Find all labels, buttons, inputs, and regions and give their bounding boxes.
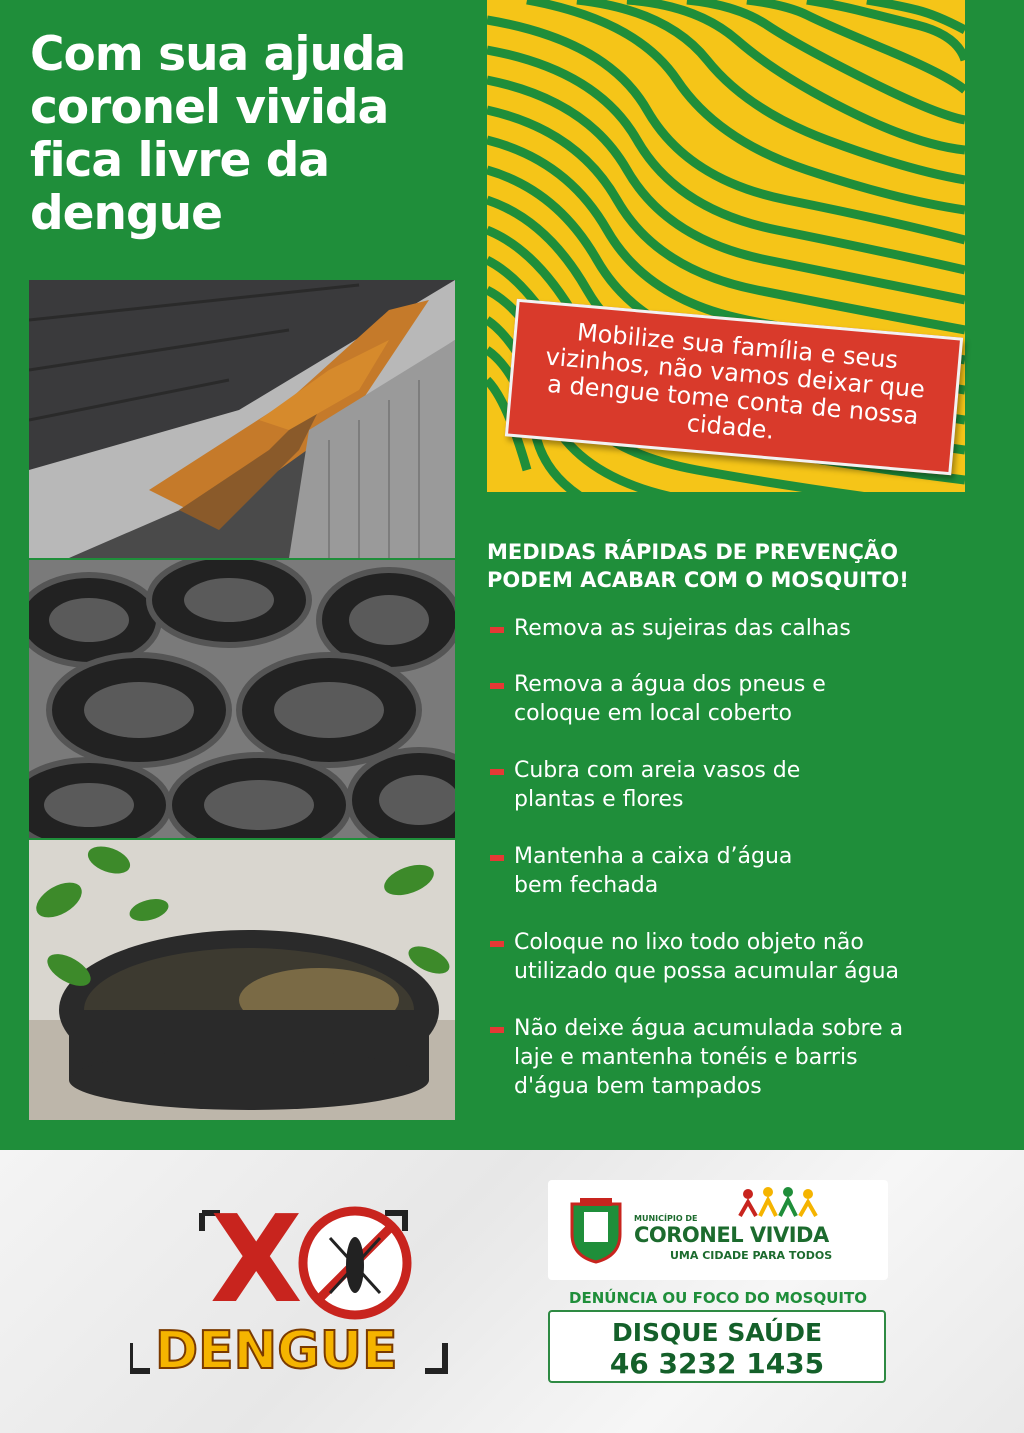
tires-photo	[29, 560, 455, 838]
list-item: Coloque no lixo todo objeto não utilizado que possa acumular água	[488, 928, 1018, 986]
bullet-icon	[490, 855, 504, 861]
municipality-name: CORONEL VIVIDA	[634, 1223, 829, 1247]
prevention-title: MEDIDAS RÁPIDAS DE PREVENÇÃO PODEM ACABAR COM O MOSQUITO!	[487, 540, 909, 592]
hotline-box	[548, 1310, 886, 1383]
people-icon	[738, 1186, 818, 1218]
bullet-icon	[490, 683, 504, 689]
x-dengue-logo	[130, 1183, 470, 1383]
bullet-icon	[490, 627, 504, 633]
plant-saucer-photo	[29, 840, 455, 1120]
bullet-icon	[490, 769, 504, 775]
coat-of-arms-icon	[566, 1198, 626, 1264]
report-label: DENÚNCIA OU FOCO DO MOSQUITO	[569, 1289, 867, 1307]
list-item: Remova a água dos pneus e coloque em local coberto	[488, 670, 1018, 728]
dengue-word: DENGUE	[155, 1321, 398, 1381]
callout-banner: Mobilize sua família e seus vizinhos, não vamos deixar que a dengue tome conta de nossa cidade.	[505, 299, 963, 476]
list-item: Mantenha a caixa d’água bem fechada	[488, 842, 1018, 900]
bullet-icon	[490, 941, 504, 947]
x-letter: X	[210, 1191, 303, 1330]
list-item: Não deixe água acumulada sobre a laje e mantenha tonéis e barris d'água bem tampados	[488, 1014, 1018, 1101]
municipality-prefix: MUNICÍPIO DE	[634, 1214, 698, 1223]
prevention-tips	[488, 614, 1018, 1101]
bullet-icon	[490, 1027, 504, 1033]
gutter-leaves-photo	[29, 280, 455, 558]
municipality-tagline: UMA CIDADE PARA TODOS	[670, 1249, 833, 1262]
list-item: Remova as sujeiras das calhas	[488, 614, 1018, 643]
hotline-number: 46 3232 1435	[609, 1347, 825, 1380]
hotline-title: DISQUE SAÚDE	[611, 1318, 823, 1347]
list-item: Cubra com areia vasos de plantas e flores	[488, 756, 1018, 814]
headline: Com sua ajuda coronel vivida fica livre da dengue	[30, 27, 406, 241]
